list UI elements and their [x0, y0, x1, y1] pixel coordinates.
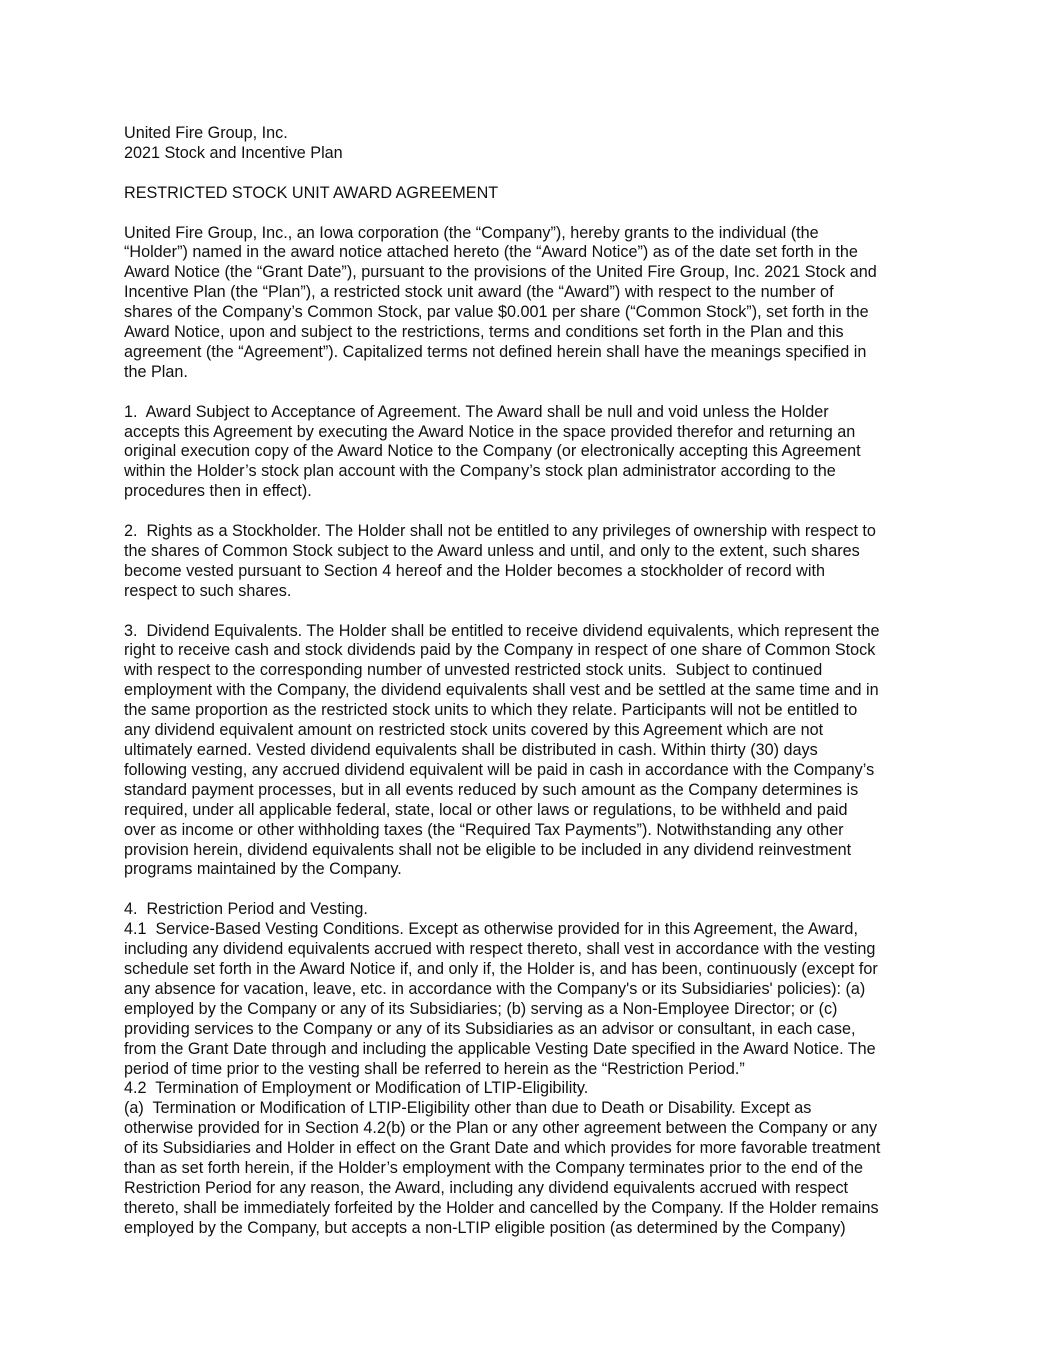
section-2-stockholder-rights [124, 522, 944, 602]
text-line: schedule set forth in the Award Notice if, and only if, the Holder is, and has been, continuously (except for [124, 959, 878, 978]
text-line: from the Grant Date through and including the applicable Vesting Date specified in the Award Notice. The [124, 1039, 876, 1058]
text-line: standard payment processes, but in all events reduced by such amount as the Company determines is [124, 780, 859, 799]
text-line: employed by the Company, but accepts a non-LTIP eligible position (as determined by the Company) [124, 1218, 846, 1237]
text-line: right to receive cash and stock dividends paid by the Company in respect of one share of Common Stock [124, 641, 876, 660]
text-line: ultimately earned. Vested dividend equivalents shall be distributed in cash. Within thirty (30) days [124, 741, 818, 760]
company-name: United Fire Group, Inc. [124, 124, 288, 142]
text-line: the Plan. [124, 362, 188, 381]
text-line: any dividend equivalent amount on restricted stock units covered by this Agreement which are not [124, 721, 824, 740]
text-line: shares of the Company’s Common Stock, par value $0.001 per share (“Common Stock”), set forth in the [124, 303, 869, 322]
text-line: agreement (the “Agreement”). Capitalized terms not defined herein shall have the meanings specified in [124, 342, 867, 361]
section-4-restriction-vesting [124, 900, 944, 1238]
text-line: thereto, shall be immediately forfeited by the Holder and cancelled by the Company. If the Holder remains [124, 1198, 879, 1217]
text-line: United Fire Group, Inc., an Iowa corporation (the “Company”), hereby grants to the individual (the [124, 223, 819, 242]
text-line: 4.1 Service-Based Vesting Conditions. Except as otherwise provided for in this Agreement, the Award, [124, 920, 858, 939]
text-line: within the Holder’s stock plan account with the Company’s stock plan administrator according to the [124, 462, 836, 481]
document-title: RESTRICTED STOCK UNIT AWARD AGREEMENT [124, 183, 499, 202]
text-line: 4. Restriction Period and Vesting. [124, 900, 368, 919]
text-line: providing services to the Company or any of its Subsidiaries as an advisor or consultant, in each case, [124, 1019, 856, 1038]
text-line: 4.2 Termination of Employment or Modification of LTIP-Eligibility. [124, 1079, 589, 1098]
section-3-dividend-equivalents [124, 622, 944, 881]
document-title-block [124, 184, 944, 204]
document-header [124, 124, 944, 164]
text-line: 1. Award Subject to Acceptance of Agreement. The Award shall be null and void unless the Holder [124, 402, 829, 421]
text-line: following vesting, any accrued dividend equivalent will be paid in cash in accordance with the Company’s [124, 760, 875, 779]
text-line: required, under all applicable federal, state, local or other laws or regulations, to be withheld and paid [124, 800, 848, 819]
text-line: of its Subsidiaries and Holder in effect on the Grant Date and which provides for more favorable treatment [124, 1139, 881, 1158]
text-line: otherwise provided for in Section 4.2(b) or the Plan or any other agreement between the Company or any [124, 1119, 878, 1138]
text-line: (a) Termination or Modification of LTIP-Eligibility other than due to Death or Disability. Except as [124, 1099, 812, 1118]
text-line: Incentive Plan (the “Plan”), a restricted stock unit award (the “Award”) with respect to the number of [124, 283, 834, 302]
section-1-acceptance [124, 403, 944, 503]
text-line: become vested pursuant to Section 4 hereof and the Holder becomes a stockholder of record with [124, 561, 825, 580]
text-line: Restriction Period for any reason, the Award, including any dividend equivalents accrued with respect [124, 1178, 849, 1197]
text-line: provision herein, dividend equivalents shall not be eligible to be included in any dividend reinvestment [124, 840, 852, 859]
text-line: period of time prior to the vesting shall be referred to herein as the “Restriction Period.” [124, 1059, 745, 1078]
text-line: “Holder”) named in the award notice attached hereto (the “Award Notice”) as of the date set forth in the [124, 243, 858, 262]
text-line: including any dividend equivalents accrued with respect thereto, shall vest in accordance with the vesting [124, 940, 876, 959]
text-line: over as income or other withholding taxes (the “Required Tax Payments”). Notwithstanding any other [124, 820, 844, 839]
text-line: employed by the Company or any of its Subsidiaries; (b) serving as a Non-Employee Director; or (c) [124, 999, 838, 1018]
text-line: procedures then in effect). [124, 482, 312, 501]
text-line: programs maintained by the Company. [124, 860, 402, 879]
text-line: than as set forth herein, if the Holder’s employment with the Company terminates prior to the end of the [124, 1159, 864, 1178]
text-line: original execution copy of the Award Notice to the Company (or electronically accepting this Agreement [124, 442, 861, 461]
intro-paragraph [124, 224, 944, 383]
text-line: respect to such shares. [124, 581, 292, 600]
text-line: Award Notice (the “Grant Date”), pursuant to the provisions of the United Fire Group, Inc. 2021 Stock and [124, 263, 877, 282]
text-line: 2. Rights as a Stockholder. The Holder shall not be entitled to any privileges of ownership with respect to [124, 522, 876, 541]
plan-name: 2021 Stock and Incentive Plan [124, 143, 343, 162]
text-line: 3. Dividend Equivalents. The Holder shall be entitled to receive dividend equivalents, which represent the [124, 621, 880, 640]
text-line: accepts this Agreement by executing the Award Notice in the space provided therefor and returning an [124, 422, 856, 441]
text-line: the same proportion as the restricted stock units to which they relate. Participants will not be entitled to [124, 701, 858, 720]
document-page [124, 124, 944, 1239]
text-line: with respect to the corresponding number of unvested restricted stock units. Subject to continued [124, 661, 823, 680]
text-line: employment with the Company, the dividend equivalents shall vest and be settled at the same time and in [124, 681, 879, 700]
text-line: Award Notice, upon and subject to the restrictions, terms and conditions set forth in the Plan and this [124, 323, 844, 342]
text-line: the shares of Common Stock subject to the Award unless and until, and only to the extent, such shares [124, 541, 860, 560]
text-line: any absence for vacation, leave, etc. in accordance with the Company's or its Subsidiaries' policies): (a) [124, 979, 866, 998]
